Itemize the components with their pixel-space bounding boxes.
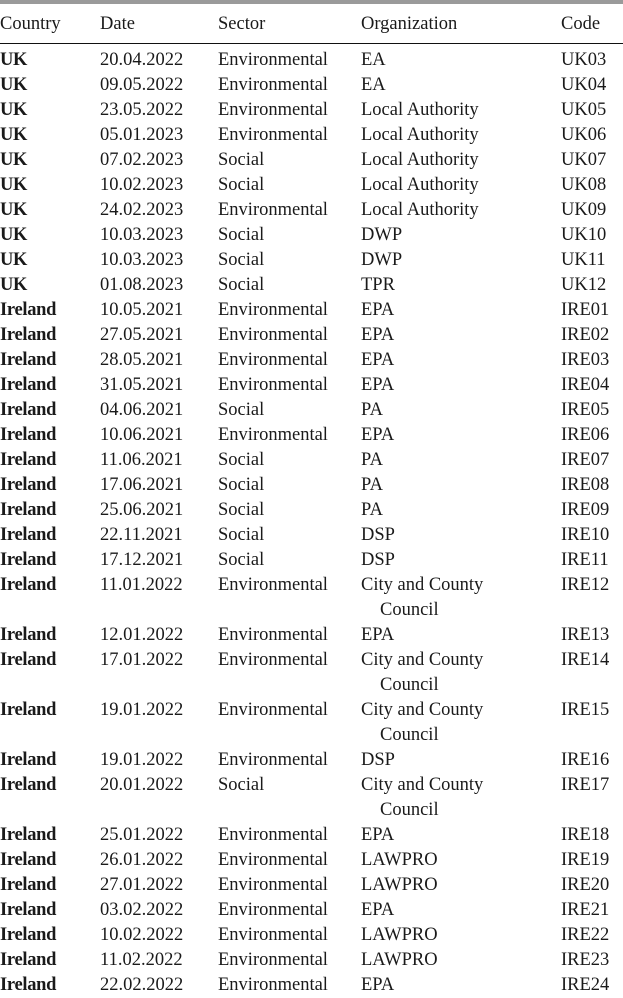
- cell-organization: [361, 748, 561, 773]
- cell-sector: Social: [218, 398, 361, 423]
- table-row: [0, 773, 623, 823]
- organization-line: Local Authority: [361, 98, 561, 123]
- cell-organization: [361, 73, 561, 98]
- cell-code: IRE21: [561, 898, 623, 923]
- organization-line: EPA: [361, 298, 561, 323]
- cell-sector: Environmental: [218, 623, 361, 648]
- cell-sector: Environmental: [218, 123, 361, 148]
- organization-line: EPA: [361, 348, 561, 373]
- cell-date: 03.02.2022: [100, 898, 218, 923]
- organization-line: City and County: [361, 698, 561, 723]
- cell-sector: Environmental: [218, 948, 361, 973]
- cell-country: Ireland: [0, 823, 100, 848]
- table-row: [0, 973, 623, 998]
- table-row: [0, 923, 623, 948]
- table-row: [0, 148, 623, 173]
- cell-organization: [361, 473, 561, 498]
- cell-country: Ireland: [0, 873, 100, 898]
- organization-line: DSP: [361, 523, 561, 548]
- organization-line: Local Authority: [361, 173, 561, 198]
- cell-country: UK: [0, 273, 100, 298]
- organization-line: PA: [361, 473, 561, 498]
- cell-country: Ireland: [0, 898, 100, 923]
- cell-code: IRE12: [561, 573, 623, 623]
- cell-country: Ireland: [0, 548, 100, 573]
- table-row: [0, 648, 623, 698]
- organization-line: EPA: [361, 423, 561, 448]
- cell-date: 24.02.2023: [100, 198, 218, 223]
- cell-code: IRE08: [561, 473, 623, 498]
- organization-line: City and County: [361, 773, 561, 798]
- cell-code: IRE19: [561, 848, 623, 873]
- table-row: [0, 623, 623, 648]
- cell-code: UK12: [561, 273, 623, 298]
- cell-sector: Social: [218, 248, 361, 273]
- header-date: Date: [100, 4, 218, 44]
- cell-code: IRE13: [561, 623, 623, 648]
- table-row: [0, 548, 623, 573]
- cell-date: 23.05.2022: [100, 98, 218, 123]
- cell-organization: [361, 98, 561, 123]
- cell-date: 17.12.2021: [100, 548, 218, 573]
- cell-country: Ireland: [0, 473, 100, 498]
- cell-organization: [361, 573, 561, 623]
- organization-line: PA: [361, 498, 561, 523]
- table-row: [0, 948, 623, 973]
- organization-line: LAWPRO: [361, 873, 561, 898]
- cell-date: 10.02.2022: [100, 923, 218, 948]
- cell-organization: [361, 323, 561, 348]
- cell-country: Ireland: [0, 448, 100, 473]
- cell-code: IRE09: [561, 498, 623, 523]
- cell-date: 26.01.2022: [100, 848, 218, 873]
- table-row: [0, 44, 623, 74]
- organization-line: DWP: [361, 223, 561, 248]
- cell-country: Ireland: [0, 648, 100, 698]
- cell-date: 11.02.2022: [100, 948, 218, 973]
- cell-code: IRE10: [561, 523, 623, 548]
- cell-sector: Environmental: [218, 748, 361, 773]
- cell-date: 19.01.2022: [100, 748, 218, 773]
- table-row: [0, 273, 623, 298]
- cell-code: IRE16: [561, 748, 623, 773]
- organization-line-continued: Council: [361, 798, 561, 823]
- organization-line: EPA: [361, 898, 561, 923]
- cell-country: Ireland: [0, 623, 100, 648]
- cell-sector: Social: [218, 173, 361, 198]
- organization-line: TPR: [361, 273, 561, 298]
- cell-sector: Social: [218, 148, 361, 173]
- cell-country: Ireland: [0, 848, 100, 873]
- cell-organization: [361, 498, 561, 523]
- cell-sector: Environmental: [218, 423, 361, 448]
- cell-code: UK04: [561, 73, 623, 98]
- cell-sector: Environmental: [218, 44, 361, 74]
- cell-sector: Environmental: [218, 73, 361, 98]
- table-row: [0, 573, 623, 623]
- cell-sector: Social: [218, 773, 361, 823]
- cell-date: 01.08.2023: [100, 273, 218, 298]
- cell-code: UK07: [561, 148, 623, 173]
- cell-country: UK: [0, 148, 100, 173]
- cell-code: IRE11: [561, 548, 623, 573]
- cell-organization: [361, 198, 561, 223]
- cell-date: 10.06.2021: [100, 423, 218, 448]
- cell-organization: [361, 898, 561, 923]
- cell-organization: [361, 623, 561, 648]
- table-row: [0, 323, 623, 348]
- cell-sector: Environmental: [218, 373, 361, 398]
- cell-code: IRE02: [561, 323, 623, 348]
- cell-organization: [361, 848, 561, 873]
- cell-code: UK05: [561, 98, 623, 123]
- cell-date: 12.01.2022: [100, 623, 218, 648]
- cell-organization: [361, 698, 561, 748]
- organization-line: City and County: [361, 573, 561, 598]
- table-row: [0, 523, 623, 548]
- cell-date: 20.04.2022: [100, 44, 218, 74]
- cell-code: UK10: [561, 223, 623, 248]
- cell-organization: [361, 148, 561, 173]
- cell-organization: [361, 44, 561, 74]
- cell-code: UK08: [561, 173, 623, 198]
- organization-line: Local Authority: [361, 123, 561, 148]
- organization-line: DSP: [361, 748, 561, 773]
- cell-country: Ireland: [0, 398, 100, 423]
- cell-country: Ireland: [0, 298, 100, 323]
- cell-organization: [361, 273, 561, 298]
- header-country: Country: [0, 4, 100, 44]
- cell-country: Ireland: [0, 698, 100, 748]
- cell-organization: [361, 923, 561, 948]
- cell-date: 10.05.2021: [100, 298, 218, 323]
- cell-organization: [361, 298, 561, 323]
- table-row: [0, 98, 623, 123]
- organization-line: PA: [361, 398, 561, 423]
- cell-code: IRE22: [561, 923, 623, 948]
- cell-sector: Social: [218, 448, 361, 473]
- table-row: [0, 748, 623, 773]
- cell-organization: [361, 948, 561, 973]
- cell-country: UK: [0, 73, 100, 98]
- organization-line: LAWPRO: [361, 948, 561, 973]
- cell-date: 17.01.2022: [100, 648, 218, 698]
- cell-sector: Environmental: [218, 848, 361, 873]
- cell-date: 27.01.2022: [100, 873, 218, 898]
- table-row: [0, 123, 623, 148]
- cell-country: UK: [0, 223, 100, 248]
- cell-code: IRE04: [561, 373, 623, 398]
- organization-line-continued: Council: [361, 673, 561, 698]
- table-row: [0, 898, 623, 923]
- cell-organization: [361, 398, 561, 423]
- cell-organization: [361, 773, 561, 823]
- table-row: [0, 498, 623, 523]
- cell-country: Ireland: [0, 373, 100, 398]
- table-row: [0, 448, 623, 473]
- cell-country: UK: [0, 248, 100, 273]
- cell-code: IRE06: [561, 423, 623, 448]
- header-organization: Organization: [361, 4, 561, 44]
- organization-line: EPA: [361, 373, 561, 398]
- organization-line: PA: [361, 448, 561, 473]
- cell-country: Ireland: [0, 748, 100, 773]
- table-row: [0, 73, 623, 98]
- cell-country: Ireland: [0, 948, 100, 973]
- cell-date: 27.05.2021: [100, 323, 218, 348]
- cell-country: UK: [0, 198, 100, 223]
- cell-code: UK09: [561, 198, 623, 223]
- cell-sector: Environmental: [218, 873, 361, 898]
- organization-line-continued: Council: [361, 598, 561, 623]
- cell-organization: [361, 873, 561, 898]
- cell-sector: Social: [218, 223, 361, 248]
- cell-sector: Social: [218, 473, 361, 498]
- table-row: [0, 198, 623, 223]
- organization-line: EPA: [361, 623, 561, 648]
- cell-code: IRE18: [561, 823, 623, 848]
- cell-code: IRE03: [561, 348, 623, 373]
- cell-country: Ireland: [0, 423, 100, 448]
- table-row: [0, 473, 623, 498]
- table-row: [0, 348, 623, 373]
- cell-date: 10.03.2023: [100, 223, 218, 248]
- cell-organization: [361, 548, 561, 573]
- data-table: [0, 4, 623, 998]
- cell-code: IRE01: [561, 298, 623, 323]
- organization-line: EPA: [361, 323, 561, 348]
- cell-code: IRE17: [561, 773, 623, 823]
- organization-line: EA: [361, 73, 561, 98]
- cell-organization: [361, 373, 561, 398]
- cell-sector: Environmental: [218, 898, 361, 923]
- cell-sector: Environmental: [218, 823, 361, 848]
- cell-organization: [361, 448, 561, 473]
- organization-line: City and County: [361, 648, 561, 673]
- cell-date: 05.01.2023: [100, 123, 218, 148]
- cell-organization: [361, 173, 561, 198]
- header-code: Code: [561, 4, 623, 44]
- cell-organization: [361, 823, 561, 848]
- cell-date: 11.06.2021: [100, 448, 218, 473]
- cell-code: UK06: [561, 123, 623, 148]
- cell-country: Ireland: [0, 348, 100, 373]
- table-row: [0, 173, 623, 198]
- cell-country: UK: [0, 173, 100, 198]
- cell-date: 22.02.2022: [100, 973, 218, 998]
- cell-sector: Social: [218, 498, 361, 523]
- organization-line: EPA: [361, 973, 561, 998]
- cell-date: 31.05.2021: [100, 373, 218, 398]
- cell-date: 17.06.2021: [100, 473, 218, 498]
- table-header-row: [0, 4, 623, 44]
- cell-sector: Environmental: [218, 648, 361, 698]
- cell-code: IRE23: [561, 948, 623, 973]
- organization-line: LAWPRO: [361, 848, 561, 873]
- cell-date: 22.11.2021: [100, 523, 218, 548]
- cell-country: UK: [0, 98, 100, 123]
- table-row: [0, 823, 623, 848]
- table-row: [0, 223, 623, 248]
- cell-country: Ireland: [0, 323, 100, 348]
- table-row: [0, 248, 623, 273]
- cell-sector: Environmental: [218, 298, 361, 323]
- table-row: [0, 423, 623, 448]
- cell-organization: [361, 123, 561, 148]
- cell-country: Ireland: [0, 773, 100, 823]
- cell-code: IRE20: [561, 873, 623, 898]
- cell-country: UK: [0, 44, 100, 74]
- cell-date: 04.06.2021: [100, 398, 218, 423]
- cell-sector: Environmental: [218, 323, 361, 348]
- organization-line-continued: Council: [361, 723, 561, 748]
- cell-date: 10.02.2023: [100, 173, 218, 198]
- cell-organization: [361, 348, 561, 373]
- cell-sector: Environmental: [218, 573, 361, 623]
- organization-line: Local Authority: [361, 198, 561, 223]
- organization-line: DSP: [361, 548, 561, 573]
- organization-line: Local Authority: [361, 148, 561, 173]
- cell-country: Ireland: [0, 498, 100, 523]
- cell-country: Ireland: [0, 923, 100, 948]
- table-row: [0, 398, 623, 423]
- cell-code: IRE15: [561, 698, 623, 748]
- organization-line: EA: [361, 48, 561, 73]
- table-row: [0, 848, 623, 873]
- table-row: [0, 298, 623, 323]
- cell-sector: Social: [218, 523, 361, 548]
- cell-code: UK11: [561, 248, 623, 273]
- table-row: [0, 873, 623, 898]
- header-sector: Sector: [218, 4, 361, 44]
- table-row: [0, 698, 623, 748]
- cell-code: UK03: [561, 44, 623, 74]
- cell-sector: Environmental: [218, 973, 361, 998]
- cell-sector: Environmental: [218, 923, 361, 948]
- cell-sector: Social: [218, 548, 361, 573]
- cell-organization: [361, 223, 561, 248]
- cell-date: 10.03.2023: [100, 248, 218, 273]
- cell-code: IRE07: [561, 448, 623, 473]
- cell-organization: [361, 248, 561, 273]
- table-row: [0, 373, 623, 398]
- cell-sector: Environmental: [218, 348, 361, 373]
- organization-line: DWP: [361, 248, 561, 273]
- cell-sector: Environmental: [218, 98, 361, 123]
- cell-date: 19.01.2022: [100, 698, 218, 748]
- cell-sector: Environmental: [218, 198, 361, 223]
- cell-date: 28.05.2021: [100, 348, 218, 373]
- cell-date: 25.01.2022: [100, 823, 218, 848]
- cell-code: IRE24: [561, 973, 623, 998]
- cell-date: 20.01.2022: [100, 773, 218, 823]
- table-body: [0, 44, 623, 998]
- cell-date: 07.02.2023: [100, 148, 218, 173]
- cell-organization: [361, 423, 561, 448]
- cell-organization: [361, 523, 561, 548]
- cell-country: Ireland: [0, 523, 100, 548]
- cell-organization: [361, 973, 561, 998]
- cell-country: Ireland: [0, 973, 100, 998]
- cell-organization: [361, 648, 561, 698]
- organization-line: LAWPRO: [361, 923, 561, 948]
- cell-code: IRE05: [561, 398, 623, 423]
- cell-sector: Social: [218, 273, 361, 298]
- cell-date: 09.05.2022: [100, 73, 218, 98]
- cell-date: 11.01.2022: [100, 573, 218, 623]
- cell-date: 25.06.2021: [100, 498, 218, 523]
- cell-code: IRE14: [561, 648, 623, 698]
- cell-sector: Environmental: [218, 698, 361, 748]
- organization-line: EPA: [361, 823, 561, 848]
- cell-country: Ireland: [0, 573, 100, 623]
- cell-country: UK: [0, 123, 100, 148]
